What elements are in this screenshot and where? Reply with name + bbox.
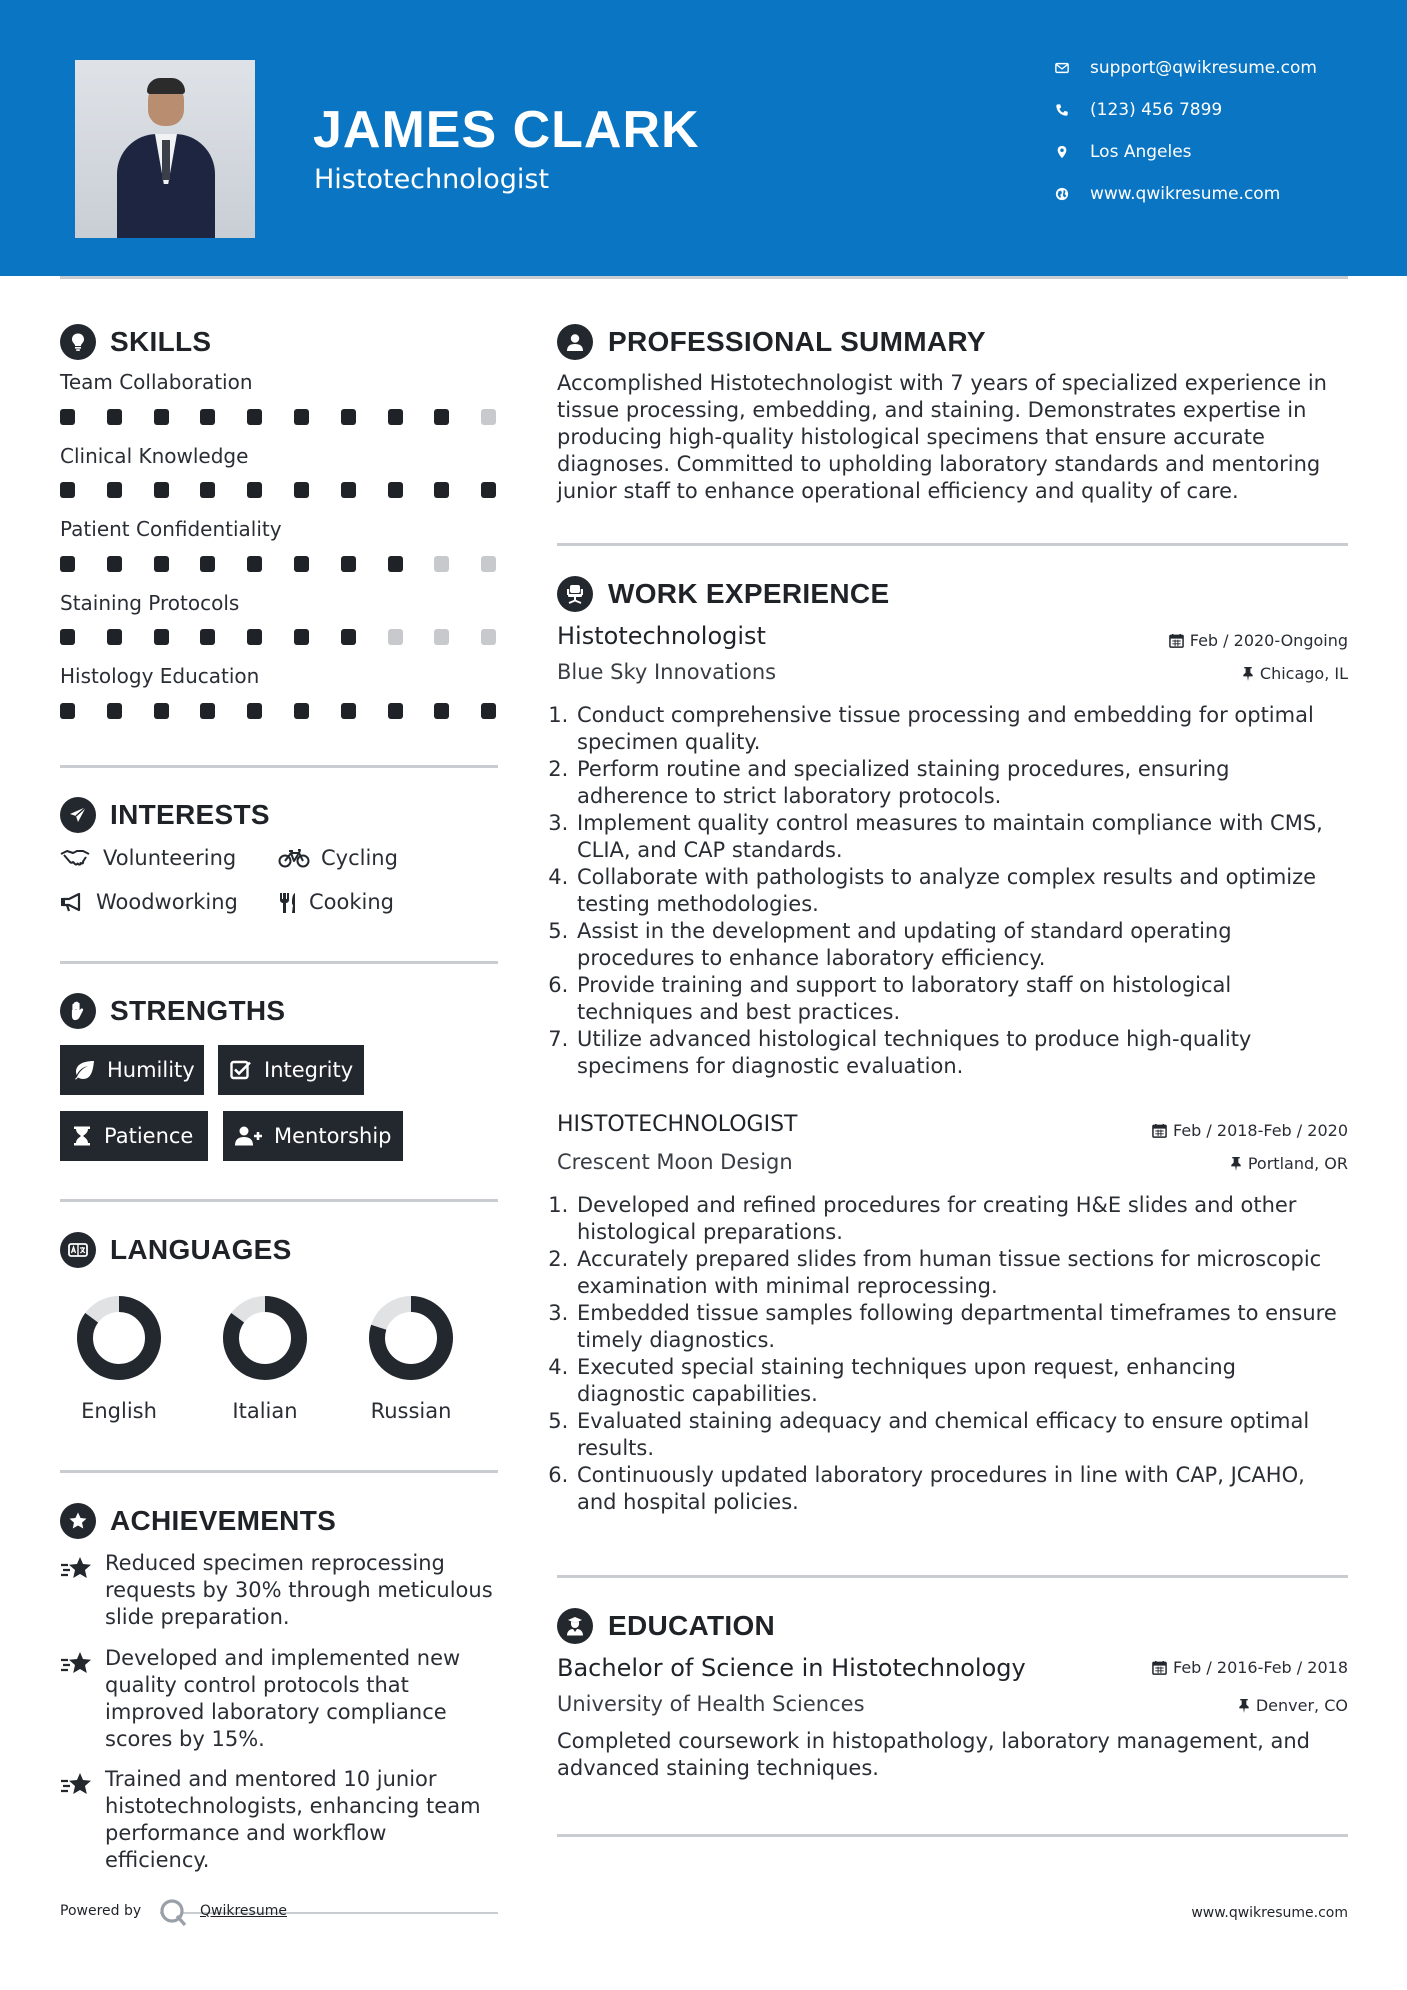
header-divider <box>60 276 1348 279</box>
calendar-icon <box>1152 1660 1167 1675</box>
interest-label: Volunteering <box>103 846 237 870</box>
lightbulb-icon <box>60 324 96 360</box>
interest-label: Woodworking <box>96 890 238 914</box>
language-donut <box>76 1295 162 1381</box>
skill-rating-dot <box>60 703 75 719</box>
interests-heading: INTERESTS <box>110 799 270 830</box>
phone-icon <box>1055 103 1069 117</box>
interest-item <box>278 888 428 916</box>
candidate-name: JAMES CLARK <box>313 101 700 159</box>
map-pin-icon <box>1055 145 1069 159</box>
skill-rating-dot <box>200 703 215 719</box>
qwikresume-logo-icon <box>158 1898 188 1926</box>
responsibility-item: 3. Embedded tissue samples following departmental timeframes to ensure timely diagnostics. <box>575 1300 1347 1354</box>
skill-rating-dot <box>388 482 403 498</box>
skill-rating-dot <box>154 703 169 719</box>
skill-rating-dot <box>247 482 262 498</box>
star-badge-icon <box>60 1503 96 1539</box>
responsibility-item: 6. Continuously updated laboratory procedures in line with CAP, JCAHO, and hospital policies. <box>575 1462 1347 1516</box>
skill-rating <box>60 482 498 498</box>
skill-rating-dot <box>481 482 496 498</box>
education-dates <box>1152 1658 1348 1677</box>
skill-rating-dot <box>60 482 75 498</box>
strength-label: Patience <box>104 1124 194 1148</box>
strength-badge <box>60 1045 204 1095</box>
language-donut <box>222 1295 308 1381</box>
strength-label: Mentorship <box>274 1124 392 1148</box>
skill-rating-dot <box>434 556 449 572</box>
skill-rating-dot <box>481 629 496 645</box>
responsibility-item: 4. Collaborate with pathologists to analyze complex results and optimize testing methodologies. <box>575 864 1347 918</box>
leaf-icon <box>72 1060 96 1080</box>
calendar-icon <box>1152 1123 1167 1138</box>
section-divider <box>557 543 1348 546</box>
job-title: Histotechnologist <box>557 622 766 650</box>
star-trail-icon <box>60 1651 93 1675</box>
section-divider <box>557 1834 1348 1837</box>
powered-by-text: Powered by <box>60 1903 142 1919</box>
skill-rating-dot <box>434 409 449 425</box>
pushpin-icon <box>1242 666 1254 681</box>
job-location-text: Chicago, IL <box>1259 664 1348 683</box>
language-label: Italian <box>232 1399 298 1423</box>
section-divider <box>60 1199 498 1202</box>
strength-label: Integrity <box>264 1058 354 1082</box>
education-heading: EDUCATION <box>608 1610 776 1641</box>
interest-item <box>60 844 250 872</box>
graduate-icon <box>557 1608 593 1644</box>
skill-rating-dot <box>154 409 169 425</box>
skill-rating-dot <box>388 629 403 645</box>
skill-rating-dot <box>154 556 169 572</box>
language-donut <box>368 1295 454 1381</box>
job-company: Crescent Moon Design <box>557 1150 793 1174</box>
utensils-icon <box>278 892 300 914</box>
skill-rating-dot <box>341 409 356 425</box>
handshake-icon <box>60 848 90 868</box>
job-title: HISTOTECHNOLOGIST <box>557 1112 798 1137</box>
office-chair-icon <box>557 576 593 612</box>
megaphone-icon <box>60 892 86 912</box>
skill-rating <box>60 629 498 645</box>
school-name: University of Health Sciences <box>557 1692 865 1716</box>
skill-rating-dot <box>107 629 122 645</box>
skill-rating-dot <box>341 703 356 719</box>
job-responsibilities <box>557 702 1347 1080</box>
responsibility-item: 1. Conduct comprehensive tissue processing and embedding for optimal specimen quality. <box>575 702 1347 756</box>
skill-rating-dot <box>294 409 309 425</box>
skill-rating-dot <box>294 629 309 645</box>
skill-label: Team Collaboration <box>60 370 253 394</box>
interest-item <box>60 888 250 916</box>
strength-badge <box>223 1111 403 1161</box>
skills-heading: SKILLS <box>110 326 212 357</box>
skill-label: Staining Protocols <box>60 591 240 615</box>
skill-rating-dot <box>247 556 262 572</box>
education-dates-text: Feb / 2016-Feb / 2018 <box>1173 1658 1348 1677</box>
skill-rating-dot <box>200 482 215 498</box>
skill-rating <box>60 703 498 719</box>
skill-label: Histology Education <box>60 664 260 688</box>
achievement-item: Trained and mentored 10 junior histotechnologists, enhancing team performance and workflow efficiency. <box>105 1767 481 1872</box>
job-dates-text: Feb / 2018-Feb / 2020 <box>1173 1121 1348 1140</box>
languages-heading: LANGUAGES <box>110 1234 292 1265</box>
skill-rating-dot <box>60 409 75 425</box>
footer-website[interactable]: www.qwikresume.com <box>1191 1905 1348 1921</box>
language-label: Russian <box>370 1399 452 1423</box>
user-plus-icon <box>235 1126 263 1146</box>
strength-label: Humility <box>107 1058 195 1082</box>
strength-badge <box>60 1111 208 1161</box>
raised-hand-icon <box>60 993 96 1029</box>
responsibility-item: 7. Utilize advanced histological techniques to produce high-quality specimens for diagnostic evaluation. <box>575 1026 1347 1080</box>
education-location-text: Denver, CO <box>1255 1696 1348 1715</box>
skill-rating-dot <box>247 629 262 645</box>
skill-rating-dot <box>60 556 75 572</box>
responsibility-item: 5. Evaluated staining adequacy and chemical efficacy to ensure optimal results. <box>575 1408 1347 1462</box>
envelope-icon <box>1055 61 1069 75</box>
skill-rating-dot <box>388 556 403 572</box>
skill-label: Clinical Knowledge <box>60 444 249 468</box>
strength-badge <box>218 1045 364 1095</box>
skill-rating-dot <box>294 703 309 719</box>
job-dates-text: Feb / 2020-Ongoing <box>1189 631 1348 650</box>
skill-rating-dot <box>388 409 403 425</box>
job-location-text: Portland, OR <box>1247 1154 1348 1173</box>
responsibility-item: 2. Accurately prepared slides from human tissue sections for microscopic examination with minimal reprocessing. <box>575 1246 1347 1300</box>
contact-email-text: support@qwikresume.com <box>1090 58 1317 78</box>
job-location <box>1230 1154 1348 1173</box>
summary-heading: PROFESSIONAL SUMMARY <box>608 326 986 357</box>
section-divider <box>557 1575 1348 1578</box>
skill-rating-dot <box>434 482 449 498</box>
achievement-item: Reduced specimen reprocessing requests by 30% through meticulous slide preparation. <box>105 1551 493 1629</box>
summary-text: Accomplished Histotechnologist with 7 years of specialized experience in tissue processing, embedding, and staining. Demonstrates expertise in producing high-quality histological specimens that ensure accurate diagnoses. Committed to upholding laboratory standards and mentoring junior staff to enhance operational efficiency and quality of care. <box>557 371 1327 503</box>
degree-title: Bachelor of Science in Histotechnology <box>557 1654 1026 1682</box>
pushpin-icon <box>1230 1156 1242 1171</box>
skill-rating-dot <box>481 703 496 719</box>
responsibility-item: 3. Implement quality control measures to maintain compliance with CMS, CLIA, and CAP standards. <box>575 810 1347 864</box>
job-dates <box>1169 631 1348 650</box>
interest-label: Cycling <box>321 846 398 870</box>
globe-icon <box>1055 187 1069 201</box>
achievements-heading: ACHIEVEMENTS <box>110 1505 337 1536</box>
experience-heading: WORK EXPERIENCE <box>608 578 890 609</box>
section-divider <box>60 1470 498 1473</box>
job-company: Blue Sky Innovations <box>557 660 777 684</box>
pushpin-icon <box>1238 1698 1250 1713</box>
skill-rating-dot <box>294 556 309 572</box>
candidate-title: Histotechnologist <box>314 164 550 195</box>
contact-website-text: www.qwikresume.com <box>1090 184 1281 204</box>
skill-rating-dot <box>341 629 356 645</box>
contact-phone-text: (123) 456 7899 <box>1090 100 1223 120</box>
skill-rating-dot <box>60 629 75 645</box>
skill-rating-dot <box>481 556 496 572</box>
responsibility-item: 2. Perform routine and specialized staining procedures, ensuring adherence to strict laboratory protocols. <box>575 756 1347 810</box>
language-icon <box>60 1232 96 1268</box>
strengths-heading: STRENGTHS <box>110 995 286 1026</box>
education-description: Completed coursework in histopathology, laboratory management, and advanced staining techniques. <box>557 1729 1311 1780</box>
education-location <box>1238 1696 1348 1715</box>
star-trail-icon <box>60 1556 93 1580</box>
profile-photo <box>75 60 255 238</box>
skill-rating-dot <box>434 703 449 719</box>
contact-location-text: Los Angeles <box>1090 142 1192 162</box>
calendar-icon <box>1169 633 1184 648</box>
qwikresume-link[interactable]: Qwikresume <box>200 1903 287 1919</box>
star-trail-icon <box>60 1772 93 1796</box>
job-responsibilities <box>557 1192 1347 1516</box>
skill-rating-dot <box>154 482 169 498</box>
responsibility-item: 1. Developed and refined procedures for creating H&E slides and other histological preparations. <box>575 1192 1347 1246</box>
interest-item <box>278 844 428 872</box>
paper-plane-icon <box>60 797 96 833</box>
skill-rating-dot <box>341 556 356 572</box>
interest-label: Cooking <box>309 890 394 914</box>
bicycle-icon <box>278 848 310 868</box>
check-square-icon <box>230 1060 252 1080</box>
skill-rating-dot <box>107 556 122 572</box>
resume-header <box>0 0 1407 276</box>
skill-rating-dot <box>107 482 122 498</box>
skill-rating-dot <box>200 409 215 425</box>
language-label: English <box>81 1399 157 1423</box>
skill-rating-dot <box>388 703 403 719</box>
skill-rating-dot <box>434 629 449 645</box>
responsibility-item: 4. Executed special staining techniques upon request, enhancing diagnostic capabilities. <box>575 1354 1347 1408</box>
skill-rating-dot <box>200 629 215 645</box>
skill-rating-dot <box>247 409 262 425</box>
achievement-item: Developed and implemented new quality control protocols that improved laboratory compliance scores by 15%. <box>105 1646 461 1751</box>
skill-rating-dot <box>107 703 122 719</box>
hourglass-icon <box>73 1126 91 1146</box>
responsibility-item: 6. Provide training and support to laboratory staff on histological techniques and best practices. <box>575 972 1347 1026</box>
skill-rating-dot <box>107 409 122 425</box>
job-dates <box>1152 1121 1348 1140</box>
user-circle-icon <box>557 324 593 360</box>
skill-rating-dot <box>247 703 262 719</box>
skill-rating <box>60 556 498 572</box>
skill-rating-dot <box>481 409 496 425</box>
job-location <box>1242 664 1348 683</box>
skill-label: Patient Confidentiality <box>60 517 282 541</box>
skill-rating <box>60 409 498 425</box>
skill-rating-dot <box>341 482 356 498</box>
responsibility-item: 5. Assist in the development and updating of standard operating procedures to enhance laboratory efficiency. <box>575 918 1347 972</box>
section-divider <box>60 765 498 768</box>
skill-rating-dot <box>294 482 309 498</box>
skill-rating-dot <box>200 556 215 572</box>
section-divider <box>60 961 498 964</box>
skill-rating-dot <box>154 629 169 645</box>
